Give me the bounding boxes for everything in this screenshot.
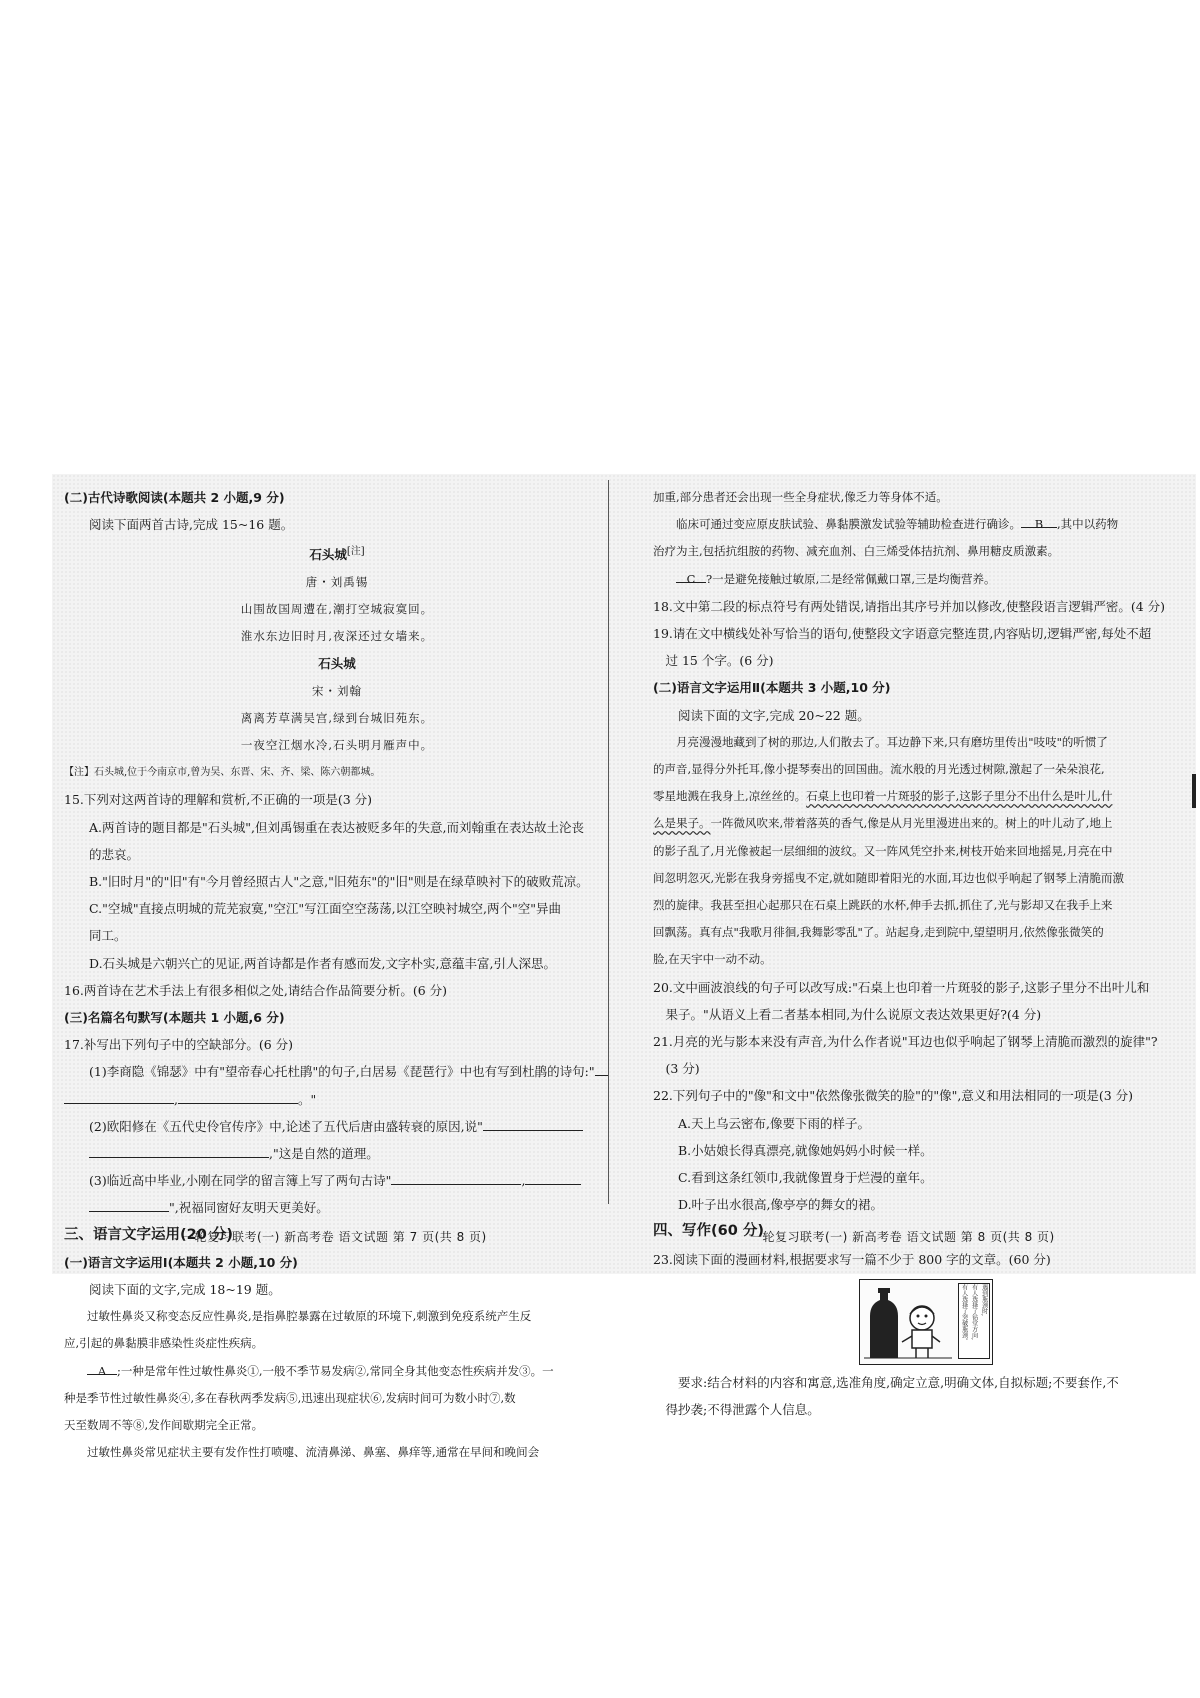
section-heading-language-1: (一)语言文字运用Ⅰ(本题共 2 小题,10 分)	[64, 1254, 298, 1270]
blank-b: B	[1021, 511, 1057, 528]
part-heading-language: 三、语言文字运用(20 分)	[64, 1226, 233, 1243]
cartoon-caption	[958, 1283, 990, 1359]
poem1-title: 石头城	[309, 547, 347, 563]
poem1-note-mark: [注]	[346, 546, 365, 558]
q17-item-3: (3)临近高中毕业,小刚在同学的留言簿上写了两句古诗" ,	[64, 1167, 610, 1194]
q15-option-a: A.两首诗的题目都是"石头城",但刘禹锡重在表达被贬多年的失意,而刘翰重在表达故土沦丧	[89, 819, 584, 835]
passage-line: 治疗为主,包括抗组胺的药物、减充血剂、白三烯受体拮抗剂、鼻用糖皮质激素。	[653, 544, 1060, 559]
poem1-line: 山围故国周遭在,潮打空城寂寞回。	[240, 601, 434, 616]
poem1-author: 唐・刘禹锡	[305, 574, 369, 589]
question-20: 20.文中画波浪线的句子可以改写成:"石桌上也印着一片斑驳的影子,这影子里分不出叶儿和	[653, 979, 1150, 995]
q17-item-3-text: (3)临近高中毕业,小刚在同学的留言簿上写了两句古诗"	[89, 1173, 392, 1189]
q22-option-a: A.天上乌云密布,像要下雨的样子。	[678, 1115, 870, 1131]
poem2-line: 一夜空江烟水冷,石头明月雁声中。	[240, 737, 434, 752]
q17-item-2-text: (2)欧阳修在《五代史伶官传序》中,论述了五代后唐由盛转衰的原因,说"	[89, 1118, 483, 1134]
passage-line: 的声音,显得分外托耳,像小提琴奏出的回国曲。流水般的月光透过树隙,激起了一朵朵浪花,	[653, 762, 1105, 777]
q17-item-1	[64, 1058, 610, 1085]
passage-line: 的影子乱了,月光像被起一层细细的波纹。又一阵风凭空扑来,树枝开始来回地摇晃,月亮在中	[653, 843, 1113, 858]
passage-line-text: ;一种是常年性过敏性鼻炎①,一般不季节易发病②,常同全身其他变态性疾病并发③。一	[117, 1363, 554, 1378]
answer-blank	[595, 1059, 609, 1076]
passage-line: 烈的旋律。我甚至担心起那只在石桌上跳跃的水杯,伸手去抓,抓住了,光与影却又在我手上来	[653, 898, 1113, 913]
language-2-intro: 阅读下面的文字,完成 20~22 题。	[678, 707, 870, 723]
q15-option-a-cont: 的悲哀。	[89, 846, 140, 862]
writing-requirements-cont: 得抄袭;不得泄露个人信息。	[665, 1402, 820, 1418]
passage-line: 回飘荡。真有点"我歌月徘徊,我舞影零乱"了。站起身,走到院中,望望明月,依然像张微笑的	[653, 925, 1104, 940]
answer-blank	[64, 1087, 174, 1104]
q15-option-b: B."旧时月"的"旧"有"今月曾经照古人"之意,"旧苑东"的"旧"则是在绿草映衬下的破败荒凉。	[89, 874, 589, 889]
passage-line: 月亮漫漫地藏到了树的那边,人们散去了。耳边静下来,只有磨坊里传出"吱吱"的听惯了	[676, 734, 1108, 749]
language-1-intro: 阅读下面的文字,完成 18~19 题。	[89, 1282, 281, 1298]
answer-blank	[89, 1195, 169, 1212]
question-17: 17.补写出下列句子中的空缺部分。(6 分)	[64, 1037, 294, 1053]
blank-c: C	[676, 566, 706, 583]
cartoon-caption-line: 有人选择了突破瓶颈。	[960, 1283, 968, 1344]
question-16: 16.两首诗在艺术手法上有很多相似之处,请结合作品简要分析。(6 分)	[64, 982, 448, 998]
q17-item-3-tail: ",祝福同窗好友明天更美好。	[169, 1200, 329, 1216]
answer-blank	[178, 1087, 298, 1104]
q17-item-1-blanks: , 。"	[64, 1086, 610, 1113]
question-21-cont: (3 分)	[665, 1061, 700, 1077]
passage-line-text: 一阵微风吹来,带着落英的香气,像是从月光里漫进出来的。树上的叶儿动了,地上	[710, 816, 1113, 831]
wavy-underlined-sentence-end: 么是果子。	[653, 816, 711, 831]
question-19: 19.请在文中横线处补写恰当的语句,使整段文字语意完整连贯,内容贴切,逻辑严密,每处不超	[653, 626, 1152, 642]
poem2-line: 离离芳草满吴宫,绿到台城旧苑东。	[240, 710, 434, 725]
section-heading-dictation: (三)名篇名句默写(本题共 1 小题,6 分)	[64, 1010, 285, 1026]
question-22: 22.下列句子中的"像"和文中"依然像张微笑的脸"的"像",意义和用法相同的一项是(3 分)	[653, 1088, 1134, 1104]
section-heading-poetry: (二)古代诗歌阅读(本题共 2 小题,9 分)	[64, 490, 285, 505]
passage-line: 应,引起的鼻黏膜非感染性炎症性疾病。	[64, 1336, 264, 1351]
q22-option-c: C.看到这条红领巾,我就像置身于烂漫的童年。	[678, 1170, 933, 1186]
question-23: 23.阅读下面的漫画材料,根据要求写一篇不少于 800 字的文章。(60 分)	[653, 1251, 1051, 1267]
passage-line: 种是季节性过敏性鼻炎④,多在春秋两季发病⑤,迅速出现症状⑥,发病时间可为数小时⑦,数	[64, 1390, 516, 1405]
cartoon-drawing	[860, 1280, 956, 1364]
answer-blank	[483, 1114, 583, 1131]
passage-line	[653, 810, 1186, 837]
passage-line	[653, 783, 1186, 810]
part-heading-writing: 四、写作(60 分)	[653, 1223, 764, 1240]
passage-line	[653, 566, 1186, 593]
writing-requirements: 要求:结合材料的内容和寓意,选准角度,确定立意,明确文体,自拟标题;不要套作,不	[678, 1374, 1119, 1390]
blank-a: A	[87, 1358, 117, 1375]
passage-line: 天至数周不等⑧,发作间歇期完全正常。	[64, 1418, 264, 1433]
q17-item-3-cont	[64, 1194, 610, 1221]
answer-blank	[391, 1168, 521, 1185]
poem2-author: 宋・刘翰	[312, 683, 362, 698]
q22-option-d: D.叶子出水很高,像亭亭的舞女的裙。	[678, 1197, 884, 1213]
poem1-line: 淮水东边旧时月,夜深还过女墙来。	[240, 629, 434, 644]
cartoon-caption-line: 遇到瓶颈时,	[980, 1283, 988, 1316]
passage-line: 加重,部分患者还会出现一些全身症状,像乏力等身体不适。	[653, 490, 948, 504]
poem-footnote: 【注】石头城,位于今南京市,曾为吴、东晋、宋、齐、梁、陈六朝都城。	[64, 767, 381, 779]
q17-item-2-cont	[64, 1140, 610, 1167]
passage-line: 过敏性鼻炎又称变态反应性鼻炎,是指鼻腔暴露在过敏原的环境下,刺激到免疫系统产生反	[87, 1309, 532, 1324]
q22-option-b: B.小姑娘长得真漂亮,就像她妈妈小时候一样。	[678, 1142, 933, 1158]
question-15: 15.下列对这两首诗的理解和赏析,不正确的一项是(3 分)	[64, 792, 373, 808]
page-7-column	[64, 484, 610, 1466]
passage-line-text: 临床可通过变应原皮肤试验、鼻黏膜激发试验等辅助检查进行确诊。	[676, 517, 1021, 532]
poem1-title-line	[64, 538, 610, 568]
poetry-intro: 阅读下面两首古诗,完成 15~16 题。	[89, 517, 294, 533]
page-divider	[608, 480, 609, 1204]
question-20-cont: 果子。"从语义上看二者基本相同,为什么说原文表达效果更好?(4 分)	[665, 1006, 1042, 1022]
passage-line	[653, 511, 1186, 538]
passage-line: 间忽明忽灭,光影在我身旁摇曳不定,就如随即着阳光的水面,耳边也似乎响起了钢琴上清脆而激	[653, 870, 1124, 885]
q17-item-1-text: (1)李商隐《锦瑟》中有"望帝春心托杜鹃"的句子,白居易《琵琶行》中也有写到杜鹃的诗句:"	[89, 1064, 595, 1080]
q17-item-2-tail: ,"这是自然的道理。	[269, 1146, 379, 1162]
question-21: 21.月亮的光与影本来没有声音,为什么作者说"耳边也似乎响起了钢琴上清脆而激烈的旋律"?	[653, 1034, 1158, 1050]
question-18: 18.文中第二段的标点符号有两处错误,请指出其序号并加以修改,使整段语言逻辑严密。(4 分)	[653, 598, 1166, 614]
cartoon-area	[653, 1273, 1186, 1369]
scan-edge-mark	[1192, 774, 1196, 808]
cartoon-caption-line: 有人选择了钻堂方向,	[970, 1283, 978, 1340]
page-8-footer: 一轮复习联考(一) 新高考卷 语文试题 第 8 页(共 8 页)	[750, 1230, 1055, 1244]
poem2-title: 石头城	[318, 656, 356, 672]
q17-item-2	[64, 1113, 610, 1140]
exam-sheet	[52, 474, 1196, 1460]
section-heading-language-2: (二)语言文字运用Ⅱ(本题共 3 小题,10 分)	[653, 680, 891, 696]
answer-blank	[89, 1141, 269, 1158]
wavy-underlined-sentence: 石桌上也印着一片斑驳的影子,这影子里分不出什么是叶儿,什	[806, 789, 1113, 804]
question-19-cont: 过 15 个字。(6 分)	[665, 653, 774, 669]
passage-line-tail: ,其中以药物	[1057, 517, 1119, 532]
passage-line: 脸,在天宇中一动不动。	[653, 952, 772, 967]
page-8-column	[653, 484, 1186, 1423]
passage-line: 过敏性鼻炎常见症状主要有发作性打喷嚏、流清鼻涕、鼻塞、鼻痒等,通常在早间和晚间会	[87, 1445, 540, 1460]
answer-blank	[525, 1168, 581, 1185]
q15-option-c-cont: 同工。	[89, 928, 127, 944]
page-7-footer: 一轮复习联考(一) 新高考卷 语文试题 第 7 页(共 8 页)	[182, 1230, 487, 1244]
passage-line-text: 零星地溅在我身上,凉丝丝的。	[653, 789, 807, 804]
cartoon-image	[859, 1279, 993, 1365]
q15-option-d: D.石头城是六朝兴亡的见证,两首诗都是作者有感而发,文字朴实,意蕴丰富,引人深思。	[89, 955, 556, 971]
q15-option-c: C."空城"直接点明城的荒芜寂寞,"空江"写江面空空荡荡,以江空映衬城空,两个"空"异曲	[89, 901, 562, 917]
passage-line	[64, 1358, 610, 1385]
passage-line-text: ?一是避免接触过敏原,二是经常佩戴口罩,三是均衡营养。	[706, 571, 996, 586]
